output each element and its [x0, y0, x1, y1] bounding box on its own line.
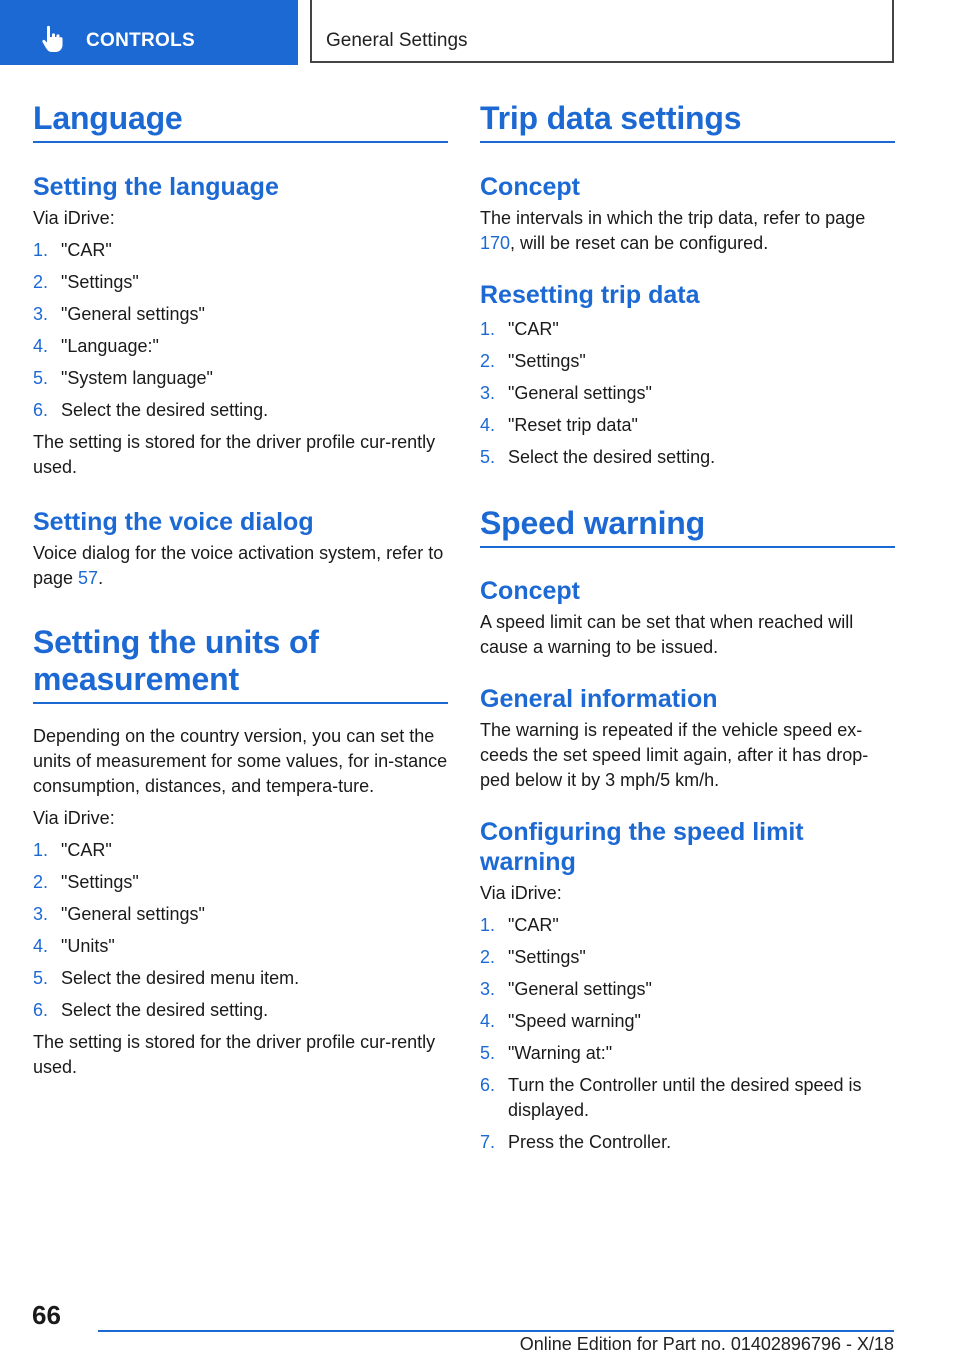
list-item: 6. Select the desired setting.: [33, 400, 269, 420]
list-item: 1. "CAR": [480, 319, 559, 339]
list-item: 2. "Settings": [33, 872, 139, 892]
right-column: [480, 100, 895, 1155]
list-item: 4. "Units": [33, 936, 115, 956]
footer-divider: [98, 1330, 894, 1332]
list-item: 3. "General settings": [33, 904, 205, 924]
voice-dialog-heading: Setting the voice dialog: [33, 508, 314, 536]
list-item: 4. "Reset trip data": [480, 415, 638, 435]
trip-data-title: Trip data settings: [480, 100, 895, 143]
speed-warning-title: Speed warning: [480, 505, 895, 548]
language-title: Language: [33, 100, 448, 143]
page-link-57[interactable]: 57: [78, 568, 99, 588]
section-title: General Settings: [326, 30, 468, 51]
list-item: 5. Select the desired menu item.: [33, 968, 300, 988]
reset-trip-heading: Resetting trip data: [480, 281, 700, 309]
voice-dialog-text: Voice dialog for the voice activation system, refer to page 57.: [33, 543, 444, 588]
page-link-170[interactable]: 170: [480, 233, 511, 253]
trip-concept-heading: Concept: [480, 173, 580, 201]
list-item: 2. "Settings": [33, 272, 139, 292]
units-steps: [33, 838, 448, 1023]
units-note: The setting is stored for the driver profile cur-rently used.: [33, 1032, 436, 1077]
list-item: 2. "Settings": [480, 351, 586, 371]
general-info-heading: General information: [480, 685, 718, 713]
edition-text: Online Edition for Part no. 01402896796 - X/18: [519, 1334, 894, 1354]
chapter-title: CONTROLS: [86, 30, 196, 51]
list-item: 3. "General settings": [480, 383, 652, 403]
list-item: 3. "General settings": [33, 304, 205, 324]
configure-speed-intro: Via iDrive:: [480, 883, 562, 903]
list-item: 6. Select the desired setting.: [33, 1000, 269, 1020]
speed-concept-heading: Concept: [480, 577, 580, 605]
configure-speed-steps: [480, 913, 895, 1155]
setting-language-intro: Via iDrive:: [33, 208, 115, 228]
list-item: 7. Press the Controller.: [480, 1132, 672, 1152]
language-note: The setting is stored for the driver profile cur-rently used.: [33, 432, 436, 477]
page-number: 66: [32, 1300, 61, 1330]
left-column: [33, 100, 448, 1080]
configure-speed-heading: Configuring the speed limit warning: [480, 818, 804, 876]
setting-language-heading: Setting the language: [33, 173, 279, 201]
section-header: [310, 0, 894, 63]
list-item: 1. "CAR": [33, 840, 112, 860]
list-item: 2. "Settings": [480, 947, 586, 967]
list-item: 1. "CAR": [33, 240, 112, 260]
list-item: 1. "CAR": [480, 915, 559, 935]
list-item: 4. "Language:": [33, 336, 159, 356]
list-item: 6. Turn the Controller until the desired speed is displayed.: [480, 1075, 862, 1120]
pointing-hand-icon: [38, 24, 68, 54]
language-steps: [33, 238, 448, 423]
chapter-tab: [0, 0, 298, 65]
units-intro: Via iDrive:: [33, 808, 115, 828]
units-title: Setting the units of measurement: [33, 624, 448, 704]
list-item: 3. "General settings": [480, 979, 652, 999]
speed-concept-text: A speed limit can be set that when reached will cause a warning to be issued.: [480, 612, 854, 657]
list-item: 4. "Speed warning": [480, 1011, 641, 1031]
trip-concept-text: The intervals in which the trip data, refer to page 170, will be reset can be configured.: [480, 208, 866, 253]
list-item: 5. Select the desired setting.: [480, 447, 716, 467]
list-item: 5. "System language": [33, 368, 213, 388]
list-item: 5. "Warning at:": [480, 1043, 613, 1063]
reset-trip-steps: [480, 317, 895, 470]
general-info-text: The warning is repeated if the vehicle speed ex-ceeds the set speed limit again, after it has drop-ped below it by 3 mph/5 km/h.: [480, 720, 869, 790]
units-text: Depending on the country version, you can set the units of measurement for some values, for in-stance consumption, distances, and tempera-ture.: [33, 726, 448, 796]
